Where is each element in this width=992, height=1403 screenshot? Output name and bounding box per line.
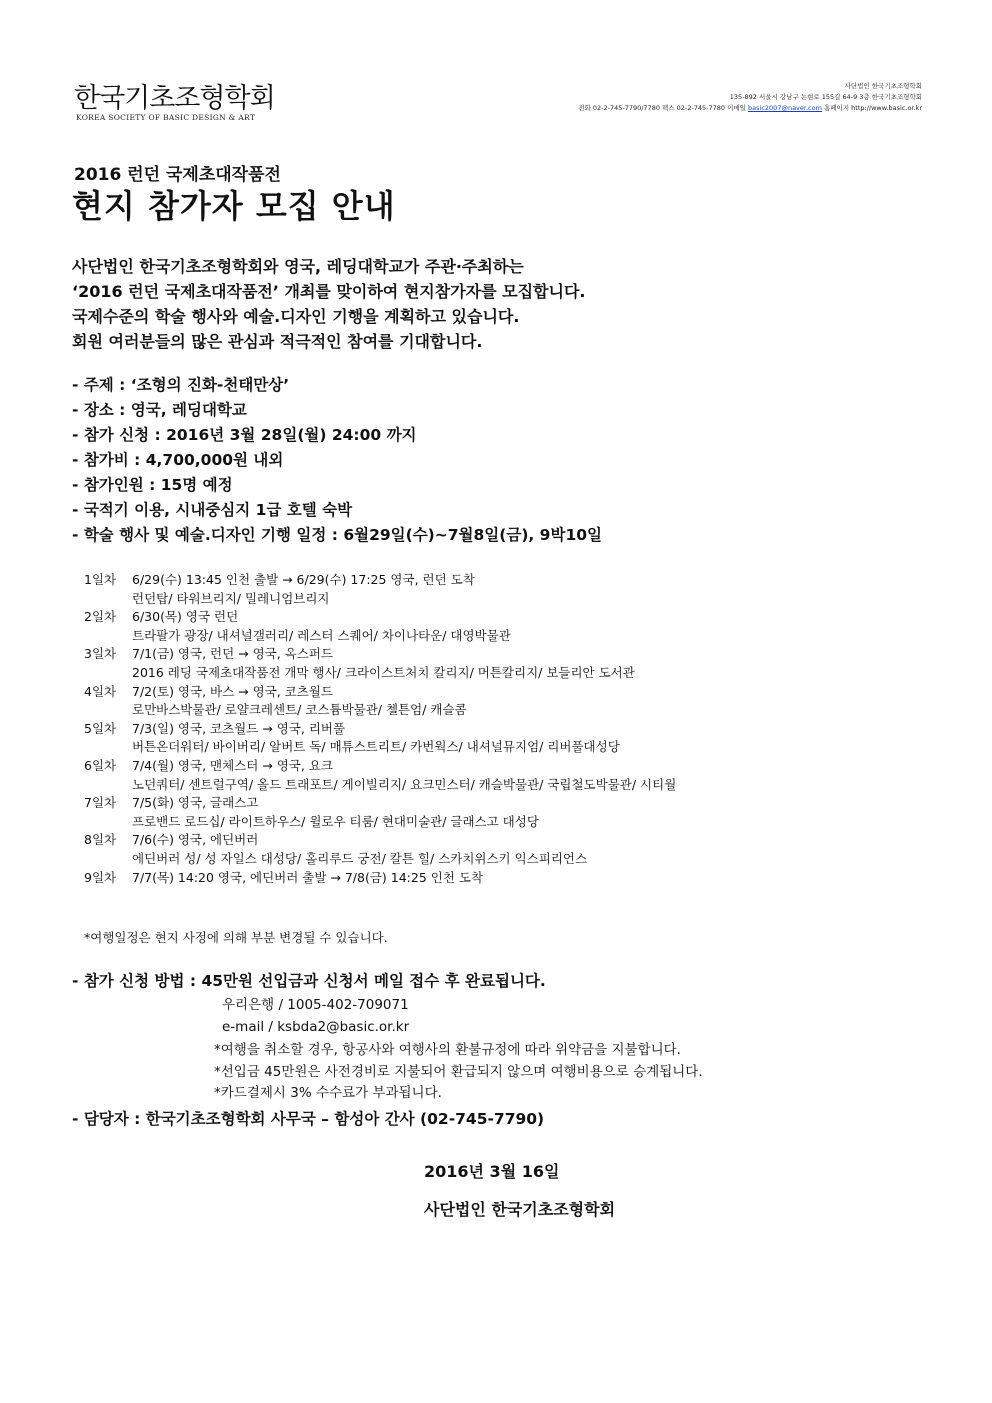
itinerary-text: 에딘버러 성/ 성 자일스 대성당/ 홀리루드 궁전/ 칼튼 힐/ 스카치위스키 익스피리언스 (132, 850, 588, 866)
itinerary-day: 7일차 (84, 795, 117, 811)
detail-item: - 장소 : 영국, 레딩대학교 (72, 401, 247, 419)
itinerary-day: 1일차 (84, 572, 117, 587)
detail-item: - 주제 : ‘조형의 진화-천태만상’ (72, 376, 290, 394)
itinerary-day: 8일차 (84, 832, 117, 848)
itinerary-row (84, 850, 676, 869)
itinerary-text: 트라팔가 광장/ 내셔널갤러리/ 레스터 스퀘어/ 차이나타운/ 대영박물관 (132, 627, 511, 643)
contact-suffix: 홈페이지 http://www.basic.or.kr (821, 104, 922, 112)
signature: 사단법인 한국기초조형학회 (424, 1200, 616, 1219)
itinerary-day: 2일차 (84, 609, 117, 625)
rule-item: *여행을 취소할 경우, 항공사와 여행사의 환불규정에 따라 위약금을 지불합니다. (214, 1042, 681, 1058)
org-name: 사단법인 한국기초조형학회 (844, 82, 922, 90)
itinerary-row (84, 590, 676, 609)
logo: 한국기초조형학회 (74, 83, 275, 114)
itinerary-day: 9일차 (84, 869, 117, 885)
contact-person: - 담당자 : 한국기초조형학회 사무국 – 함성아 간사 (02-745-7790) (72, 1110, 545, 1128)
itinerary-text: 6/29(수) 13:45 인천 출발 → 6/29(수) 17:25 영국, 런던 도착 (132, 572, 475, 587)
email-link[interactable]: basic2007@naver.com (748, 104, 822, 112)
itinerary-text: 7/2(토) 영국, 바스 → 영국, 코츠월드 (132, 683, 333, 699)
intro-line: 사단법인 한국기초조형학회와 영국, 레딩대학교가 주관·주최하는 (72, 257, 524, 276)
itinerary-text: 7/5(화) 영국, 글래스고 (132, 795, 259, 811)
detail-item: - 학술 행사 및 예술.디자인 기행 일정 : 6월29일(수)~7월8일(금), 9박10일 (72, 526, 602, 544)
itinerary-day: 5일차 (84, 720, 117, 736)
contact-prefix: 전화 02-2-745-7790/7780 팩스 02-2-745-7780 이메일 (578, 104, 749, 112)
itinerary-text: 노던쿼터/ 센트럴구역/ 올드 트래포트/ 게이빌리지/ 요크민스터/ 캐슬박물관/ 국립철도박물관/ 시티월 (132, 776, 677, 792)
itinerary-row (84, 627, 676, 646)
itinerary-day: 6일차 (84, 757, 117, 773)
itinerary-note: *여행일정은 현지 사정에 의해 부분 변경될 수 있습니다. (84, 930, 388, 945)
itinerary-row (84, 757, 676, 776)
itinerary-text: 7/4(월) 영국, 맨체스터 → 영국, 요크 (132, 757, 333, 773)
itinerary-row (84, 813, 676, 832)
itinerary-text: 로만바스박물관/ 로얄크레센트/ 코스튬박물관/ 첼튼엄/ 캐슬콤 (132, 702, 467, 718)
intro-line: 국제수준의 학술 행사와 예술.디자인 기행을 계획하고 있습니다. (72, 307, 520, 326)
itinerary-row (84, 571, 676, 590)
details-list (72, 373, 602, 548)
intro-paragraph (72, 254, 586, 354)
document-title: 현지 참가자 모집 안내 (72, 187, 396, 225)
itinerary-row (84, 738, 676, 757)
itinerary-text: 7/1(금) 영국, 런던 → 영국, 옥스퍼드 (132, 646, 333, 662)
itinerary-row (84, 608, 676, 627)
itinerary (84, 571, 676, 887)
itinerary-row (84, 794, 676, 813)
rule-item: *선입금 45만원은 사전경비로 지불되어 환급되지 않으며 여행비용으로 승계됩니다. (214, 1063, 703, 1080)
itinerary-row (84, 683, 676, 702)
itinerary-row (84, 720, 676, 739)
document-subtitle: 2016 런던 국제초대작품전 (74, 165, 281, 185)
detail-item: - 국적기 이용, 시내중심지 1급 호텔 숙박 (72, 501, 353, 519)
payment-info (222, 995, 409, 1038)
detail-item: - 참가비 : 4,700,000원 내외 (72, 451, 284, 469)
document-date: 2016년 3월 16일 (424, 1162, 560, 1181)
itinerary-row (84, 645, 676, 664)
itinerary-text: 7/6(수) 영국, 에딘버러 (132, 832, 259, 848)
itinerary-text: 7/7(목) 14:20 영국, 에딘버러 출발 → 7/8(금) 14:25 인천 도착 (132, 869, 484, 885)
itinerary-row (84, 776, 676, 795)
itinerary-row (84, 869, 676, 888)
refund-rules (214, 1040, 703, 1105)
intro-line: ‘2016 런던 국제초대작품전’ 개최를 맞이하여 현지참가자를 모집합니다. (72, 282, 586, 301)
application-method: - 참가 신청 방법 : 45만원 선입금과 신청서 메일 접수 후 완료됩니다. (72, 972, 546, 990)
itinerary-text: 2016 레딩 국제초대작품전 개막 행사/ 크라이스트처치 칼리지/ 머튼칼리지/ 보들리안 도서관 (132, 664, 635, 680)
org-address: 135-892 서울시 강남구 논현로 155길 64-9 3층 한국기초조형학회 (729, 93, 922, 101)
itinerary-text: 프로밴드 로드십/ 라이트하우스/ 윌로우 티룸/ 현대미술관/ 글래스고 대성당 (132, 813, 539, 829)
logo-subtitle: KOREA SOCIETY OF BASIC DESIGN & ART (76, 113, 256, 122)
detail-item: - 참가 신청 : 2016년 3월 28일(월) 24:00 까지 (72, 426, 417, 444)
itinerary-row (84, 701, 676, 720)
itinerary-day: 4일차 (84, 683, 117, 699)
application-email: e-mail / ksbda2@basic.or.kr (222, 1018, 410, 1035)
itinerary-day: 3일차 (84, 646, 117, 662)
itinerary-row (84, 664, 676, 683)
bank-account: 우리은행 / 1005-402-709071 (222, 997, 409, 1013)
intro-line: 회원 여러분들의 많은 관심과 적극적인 참여를 기대합니다. (72, 332, 483, 351)
itinerary-row (84, 831, 676, 850)
rule-item: *카드결제시 3% 수수료가 부과됩니다. (214, 1085, 442, 1101)
itinerary-text: 버튼온더워터/ 바이버리/ 알버트 독/ 매튜스트리트/ 카번웍스/ 내셔널뮤지엄/ 리버풀대성당 (132, 739, 620, 755)
itinerary-text: 런던탑/ 타워브리지/ 밀레니엄브리지 (132, 590, 330, 606)
detail-item: - 참가인원 : 15명 예정 (72, 476, 233, 494)
org-contact (578, 103, 922, 114)
organization-info (578, 81, 922, 114)
itinerary-text: 7/3(일) 영국, 코츠월드 → 영국, 리버풀 (132, 720, 346, 736)
itinerary-text: 6/30(목) 영국 런던 (132, 609, 239, 625)
